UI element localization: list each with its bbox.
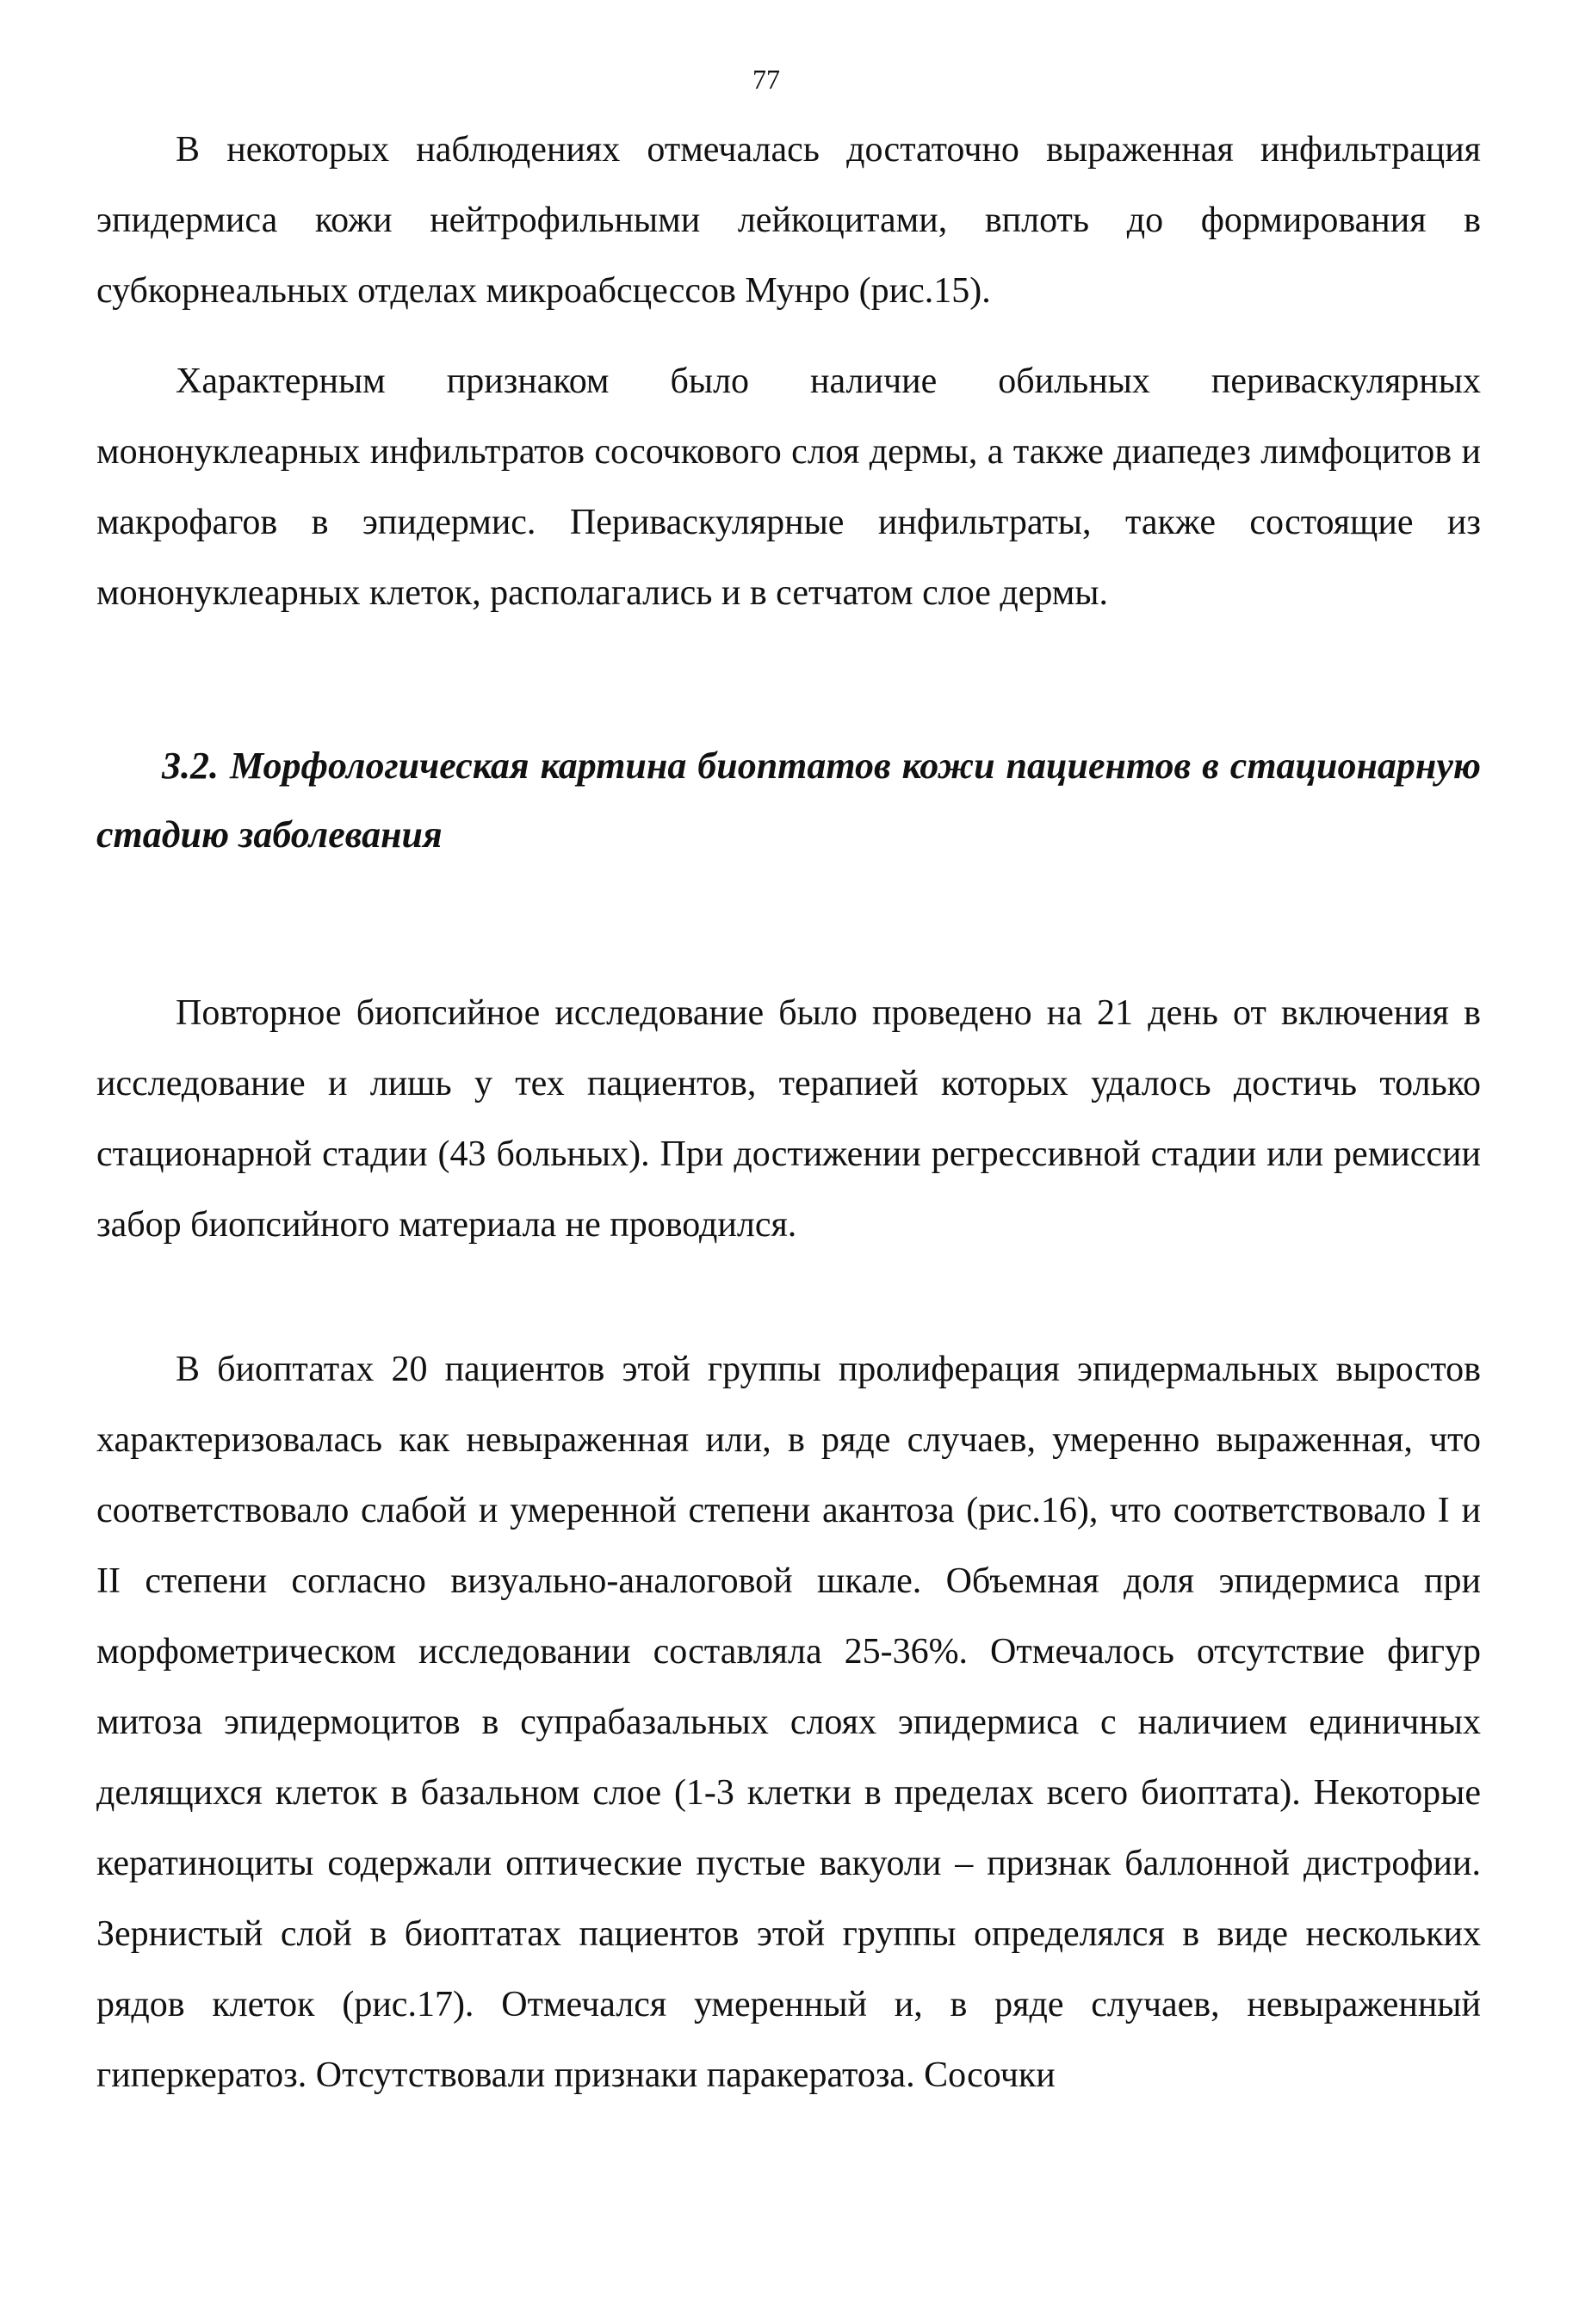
paragraph-munro-microabscesses: В некоторых наблюдениях отмечалась достаточно выраженная инфильтрация эпидермиса кожи нейтрофильными лейкоцитами, вплоть до формирования в субкорнеальных отделах микроабсцессов Мунро (рис.15).: [96, 130, 1481, 311]
paragraph-perivascular-infiltrates: Характерным признаком было наличие обильных периваскулярных мононуклеарных инфильтратов сосочкового слоя дермы, а также диапедез лимфоцитов и макрофагов в эпидермис. Периваскулярные инфильтраты, также состоящие из мононуклеарных клеток, располагались и в сетчатом слое дермы.: [96, 362, 1481, 613]
page-number: 77: [752, 64, 780, 95]
paragraph-biopsy-findings: В биоптатах 20 пациентов этой группы пролиферация эпидермальных выростов характеризовалась как невыраженная или, в ряде случаев, умеренно выраженная, что соответствовало слабой и умеренной степени акантоза (рис.16), что соответствовало I и II степени согласно визуально-аналоговой шкале. Объемная доля эпидермиса при морфометрическом исследовании составляла 25-36%. Отмечалось отсутствие фигур митоза эпидермоцитов в супрабазальных слоях эпидермиса с наличием единичных делящихся клеток в базальном слое (1-3 клетки в пределах всего биоптата). Некоторые кератиноциты содержали оптические пустые вакуоли – признак баллонной дистрофии. Зернистый слой в биоптатах пациентов этой группы определялся в виде нескольких рядов клеток (рис.17). Отмечался умеренный и, в ряде случаев, невыраженный гиперкератоз. Отсутствовали признаки паракератоза. Сосочки: [96, 1350, 1481, 2095]
paragraph-repeat-biopsy: Повторное биопсийное исследование было проведено на 21 день от включения в исследование и лишь у тех пациентов, терапией которых удалось достичь только стационарной стадии (43 больных). При достижении регрессивной стадии или ремиссии забор биопсийного материала не проводился.: [96, 993, 1481, 1245]
section-heading: 3.2. Морфологическая картина биоптатов кожи пациентов в стационарную стадию заболевания: [96, 745, 1481, 856]
